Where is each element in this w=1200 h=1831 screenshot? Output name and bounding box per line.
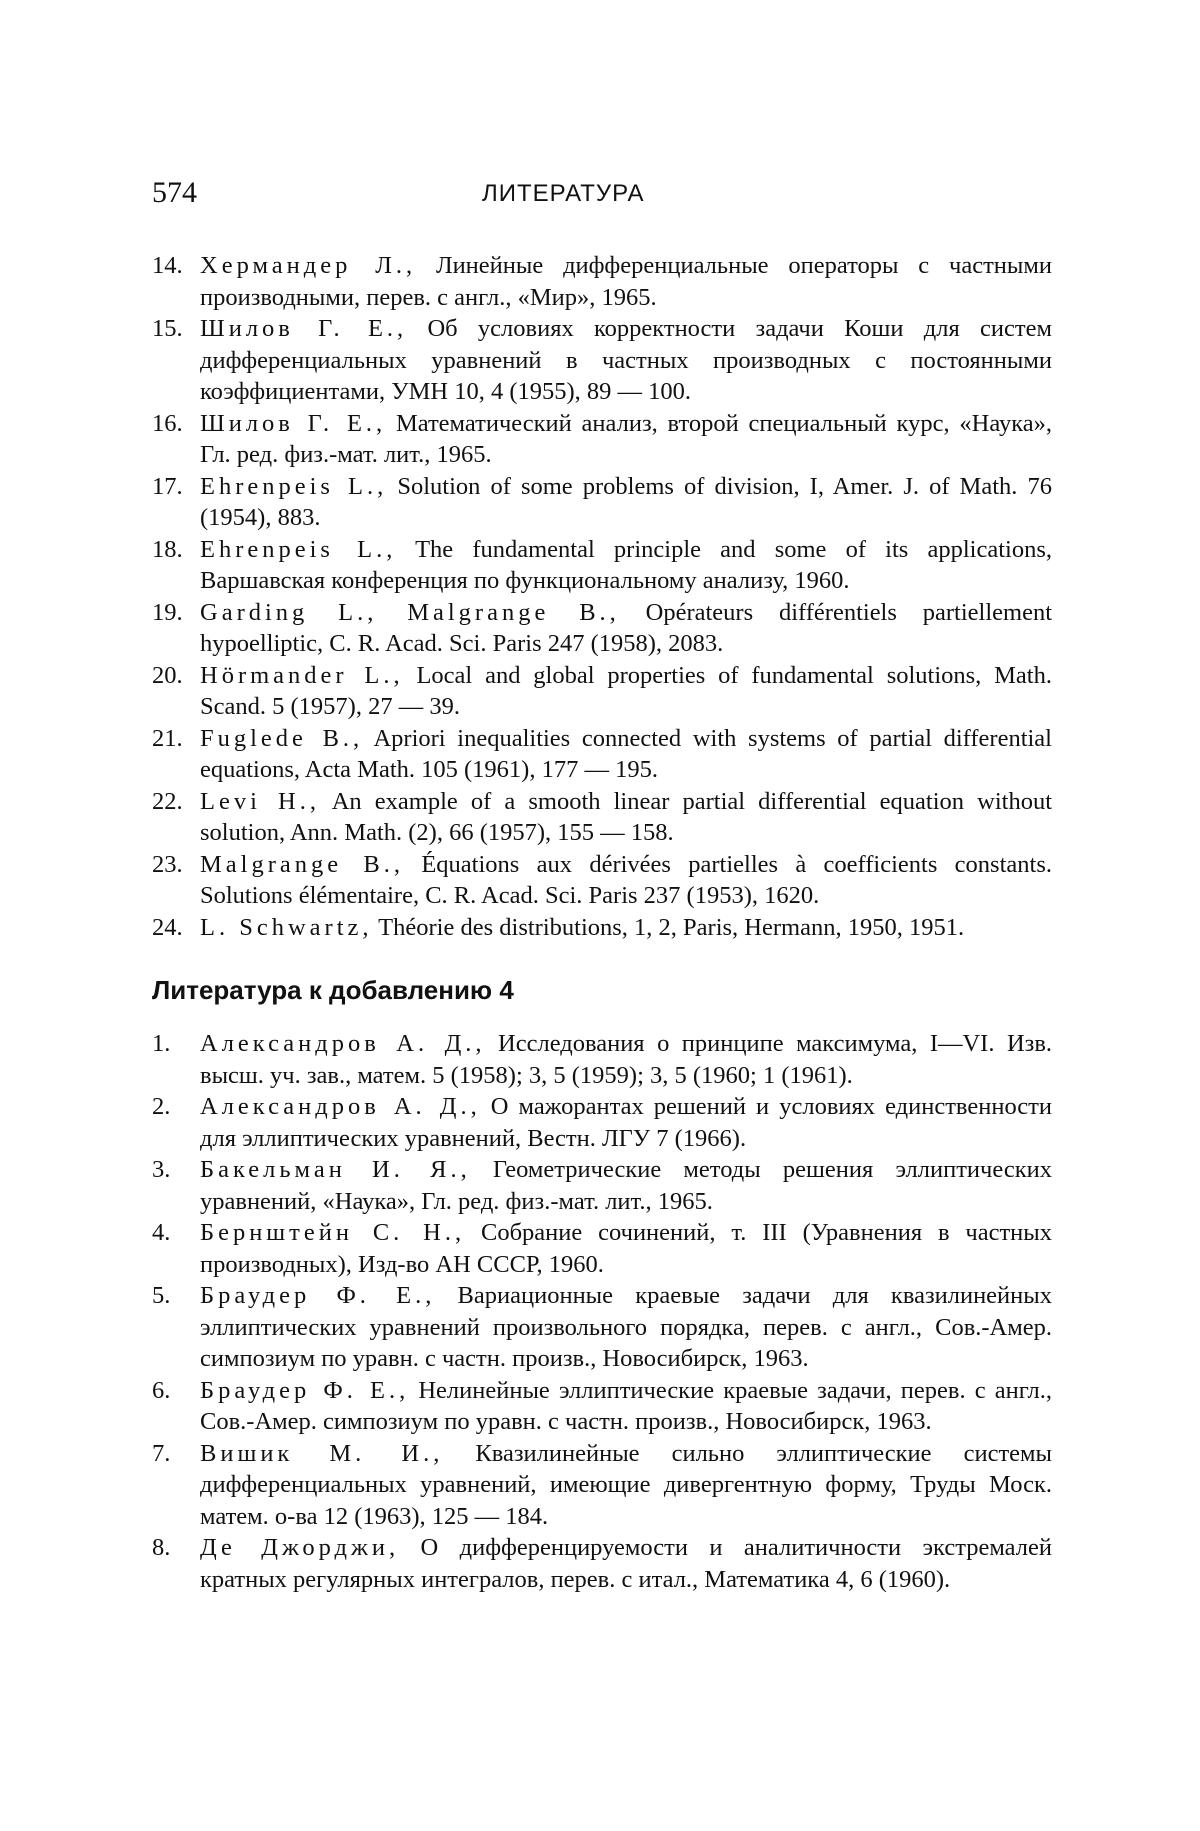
reference-number: 20.	[152, 661, 183, 689]
reference-author: Де Джорджи,	[200, 1534, 400, 1561]
reference-number: 8.	[152, 1534, 171, 1561]
reference-number: 18.	[152, 535, 183, 563]
reference-author: Шилов Г. Е.,	[200, 409, 387, 437]
reference-text: Линейные дифференциальные операторы с частными производными, перев. с англ., «Мир», 1965.	[200, 252, 1052, 311]
reference-text: Théorie des distributions, 1, 2, Paris, Hermann, 1950, 1951.	[372, 913, 965, 941]
reference-number: 15.	[152, 315, 183, 342]
reference-author: Ehrenpeis L.,	[200, 535, 397, 563]
reference-text: Opérateurs différentiels partiellement hypoelliptic, C. R. Acad. Sci. Paris 247 (1958), 2083.	[200, 598, 1053, 657]
reference-number: 21.	[152, 724, 183, 752]
reference-text: О мажорантах решений и условиях единственности для эллиптических уравнений, Вестн. ЛГУ 7 (1966).	[200, 1093, 1053, 1152]
reference-author: Вишик М. И.,	[200, 1439, 444, 1467]
reference-author: Hörmander L.,	[200, 661, 404, 689]
reference-item	[152, 471, 1052, 534]
reference-text: Вариационные краевые задачи для квазилинейных эллиптических уравнений произвольного порядка, перев. с англ., Сов.-Амер. симпозиум по уравн. с частн. произв., Новосибирск, 1963.	[200, 1282, 1052, 1372]
reference-number: 5.	[152, 1282, 171, 1309]
reference-item	[152, 534, 1052, 597]
reference-author: Fuglede B.,	[200, 724, 364, 752]
reference-item	[152, 1217, 1052, 1280]
reference-item	[152, 723, 1052, 786]
reference-number: 4.	[152, 1219, 171, 1246]
reference-item	[152, 849, 1052, 912]
reference-item	[152, 250, 1052, 313]
reference-author: Браудер Ф. Е.,	[200, 1282, 436, 1309]
reference-author: Ehrenpeis L.,	[200, 472, 388, 500]
reference-text: The fundamental principle and some of its applications, Варшавская конференция по функциональному анализу, 1960.	[200, 535, 1052, 594]
reference-number: 23.	[152, 850, 183, 878]
reference-number: 1.	[152, 1030, 171, 1057]
reference-item	[152, 1532, 1052, 1595]
reference-author: Бернштейн С. Н.,	[200, 1219, 466, 1246]
reference-author: Levi H.,	[200, 787, 320, 815]
reference-number: 16.	[152, 409, 183, 437]
reference-number: 19.	[152, 598, 183, 626]
reference-item	[152, 660, 1052, 723]
reference-text: Об условиях корректности задачи Коши для систем дифференциальных уравнений в частных производных с постоянными коэффициентами, УМН 10, 4 (1955), 89 — 100.	[200, 315, 1052, 405]
reference-number: 6.	[152, 1376, 171, 1404]
reference-text: Solution of some problems of division, I, Amer. J. of Math. 76 (1954), 883.	[200, 472, 1052, 531]
reference-author: Александров А. Д.,	[200, 1093, 481, 1120]
reference-item	[152, 1375, 1052, 1438]
reference-item	[152, 1091, 1052, 1154]
reference-author: Бакельман И. Я.,	[200, 1156, 471, 1183]
reference-item	[152, 1280, 1052, 1375]
reference-number: 14.	[152, 252, 183, 279]
reference-item	[152, 1154, 1052, 1217]
reference-number: 22.	[152, 787, 183, 815]
reference-text: Équations aux dérivées partielles à coefficients constants. Solutions élémentaire, C. R. Acad. Sci. Paris 237 (1953), 1620.	[200, 850, 1052, 909]
reference-item	[152, 1028, 1052, 1091]
reference-number: 2.	[152, 1093, 171, 1120]
reference-item	[152, 313, 1052, 408]
running-head-title: ЛИТЕРАТУРА	[482, 180, 645, 207]
reference-text: Математический анализ, второй специальный курс, «Наука», Гл. ред. физ.-мат. лит., 1965.	[200, 409, 1052, 468]
reference-author: Шилов Г. Е.,	[200, 315, 408, 342]
reference-list	[152, 250, 1052, 943]
reference-number: 17.	[152, 472, 183, 500]
reference-text: An example of a smooth linear partial differential equation without solution, Ann. Math. (2), 66 (1957), 155 — 158.	[200, 787, 1053, 846]
reference-author: L. Schwartz,	[200, 913, 373, 941]
appendix-reference-list	[152, 1028, 1052, 1595]
reference-text: О дифференцируемости и аналитичности экстремалей кратных регулярных интегралов, перев. с итал., Математика 4, 6 (1960).	[200, 1534, 1052, 1593]
reference-item	[152, 912, 1052, 944]
reference-author: Александров А. Д.,	[200, 1030, 486, 1057]
reference-item	[152, 1438, 1052, 1533]
reference-number: 7.	[152, 1439, 171, 1467]
page-number: 574	[152, 176, 197, 209]
reference-text: Квазилинейные сильно эллиптические системы дифференциальных уравнений, имеющие дивергентную форму, Труды Моск. матем. о-ва 12 (1963), 125 — 184.	[200, 1439, 1053, 1530]
reference-author: Malgrange B.,	[200, 850, 405, 878]
reference-item	[152, 597, 1052, 660]
reference-text: Local and global properties of fundamental solutions, Math. Scand. 5 (1957), 27 — 39.	[200, 661, 1052, 720]
reference-author: Хермандер Л.,	[200, 252, 417, 279]
reference-author: Браудер Ф. Е.,	[200, 1376, 410, 1404]
running-head	[152, 176, 1052, 216]
reference-text: Нелинейные эллиптические краевые задачи, перев. с англ., Сов.-Амер. симпозиум по уравн. с частн. произв., Новосибирск, 1963.	[200, 1376, 1052, 1435]
reference-text: Apriori inequalities connected with systems of partial differential equations, Acta Math. 105 (1961), 177 — 195.	[200, 724, 1052, 783]
reference-item	[152, 408, 1052, 471]
reference-text: Исследования о принципе максимума, I—VI. Изв. высш. уч. зав., матем. 5 (1958); 3, 5 (1959); 3, 5 (1960; 1 (1961).	[200, 1030, 1053, 1089]
section-heading: Литература к добавлению 4	[152, 975, 514, 1005]
reference-author: Garding L., Malgrange B.,	[200, 598, 620, 626]
reference-text: Собрание сочинений, т. III (Уравнения в частных производных), Изд-во АН СССР, 1960.	[200, 1219, 1052, 1278]
reference-number: 3.	[152, 1156, 171, 1183]
reference-text: Геометрические методы решения эллиптических уравнений, «Наука», Гл. ред. физ.-мат. лит., 1965.	[200, 1156, 1052, 1215]
reference-item	[152, 786, 1052, 849]
reference-number: 24.	[152, 913, 183, 941]
